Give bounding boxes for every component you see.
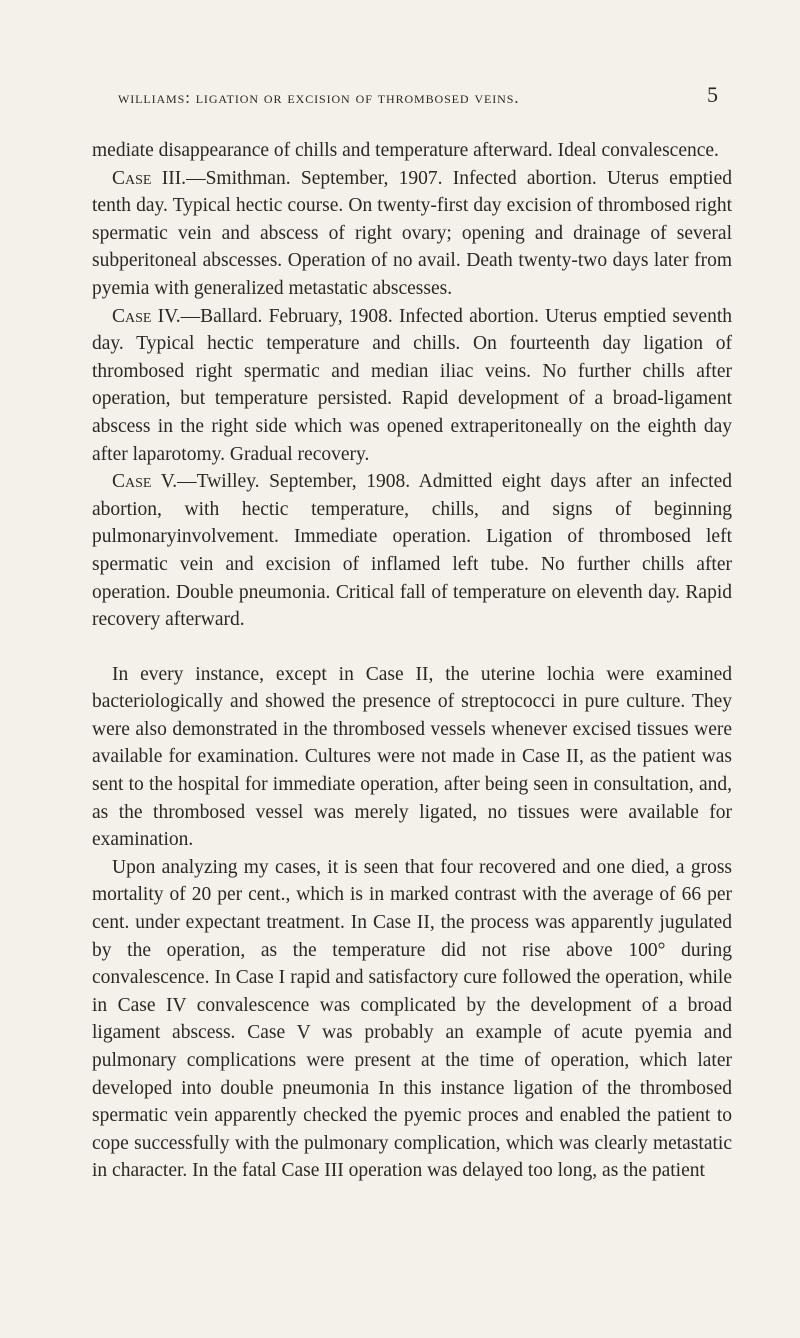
case-4-text: —Ballard. February, 1908. Infected abortion. Uterus emptied seventh day. Typical hectic temperature and chills. On fourteenth day ligation of thrombosed right spermatic and median iliac veins. No further chills after operation, but temperature persisted. Rapid development of a broad-ligament abscess in the right side which was opened extraperitoneally on the eighth day after laparotomy. Gradual recovery. — [92, 305, 732, 465]
case-5-text: —Twilley. September, 1908. Admitted eight days after an infected abortion, with hectic temperature, chills, and signs of beginning pulmonaryinvolvement. Immediate operation. Ligation of thrombosed left spermatic vein and excision of inflamed left tube. No further chills after operation. Double pneumonia. Critical fall of temperature on eleventh day. Rapid recovery afterward. — [92, 471, 732, 631]
case-3-text: —Smithman. September, 1907. Infected abortion. Uterus emptied tenth day. Typical hectic course. On twenty-first day excision of thrombosed right spermatic vein and abscess of right ovary; opening and drainage of several subperitoneal abscesses. Operation of no avail. Death twenty-two days later from pyemia with generalized metastatic abscesses. — [92, 167, 732, 299]
paragraph-continuation: mediate disappearance of chills and temperature afterward. Ideal convalescence. — [92, 140, 719, 161]
case-5-label: Case V. — [112, 471, 178, 493]
paragraph-bacteriology: In every instance, except in Case II, the uterine lochia were examined bacteriologically and showed the presence of streptococci in pure culture. They were also demonstrated in the thrombosed vessels whenever excised tissues were available for examination. Cultures were not made in Case II, as the patient was sent to the hospital for immediate operation, after being seen in consultation, and, as the thrombosed vessel was merely ligated, no tissues were available for examination. — [92, 663, 732, 851]
running-head — [118, 86, 730, 110]
page-number: 5 — [707, 82, 718, 107]
case-4-label: Case IV. — [112, 305, 181, 327]
paragraph-analysis: Upon analyzing my cases, it is seen that four recovered and one died, a gross mortality of 20 per cent., which is in marked contrast with the average of 66 per cent. under expectant treatment. In Case II, the process was apparently jugulated by the operation, as the temperature did not rise above 100° during convalescence. In Case I rapid and satisfactory cure followed the operation, while in Case IV convalescence was complicated by the development of a broad ligament abscess. Case V was probably an example of acute pyemia and pulmonary complications were present at the time of operation, which later developed into double pneumonia In this instance ligation of the thrombosed spermatic vein apparently checked the pyemic proces and enabled the patient to cope successfully with the pulmonary complication, which was clearly metastatic in character. In the fatal Case III operation was delayed too long, as the patient — [92, 856, 732, 1182]
case-5-entry — [92, 468, 732, 634]
case-3-entry — [92, 165, 732, 303]
case-3-label: Case III. — [112, 167, 187, 189]
case-4-entry — [92, 303, 732, 469]
body-text — [92, 137, 732, 1185]
running-title: williams: ligation or excision of thrombosed veins. — [118, 88, 520, 107]
